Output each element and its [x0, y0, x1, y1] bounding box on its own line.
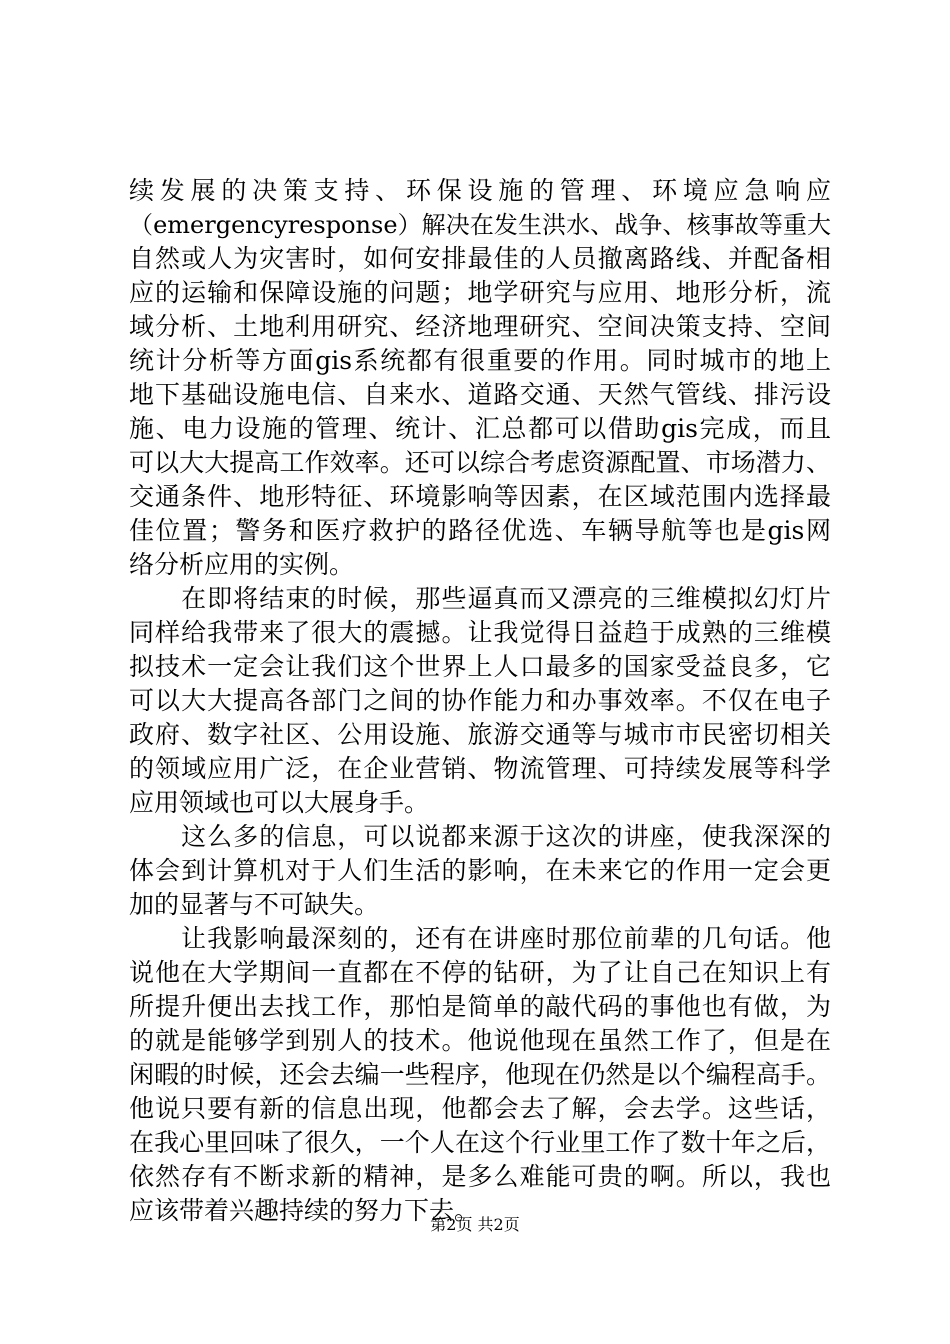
text-line: 应的运输和保障设施的问题；地学研究与应用、地形分析，流 [129, 278, 831, 307]
text-line: 域分析、土地利用研究、经济地理研究、空间决策支持、空间 [129, 312, 831, 341]
text-line: 让我影响最深刻的，还有在讲座时那位前辈的几句话。他 [129, 924, 831, 953]
text-line: 的就是能够学到别人的技术。他说他现在虽然工作了，但是在 [129, 1026, 831, 1055]
text-line: 拟技术一定会让我们这个世界上人口最多的国家受益良多，它 [129, 652, 831, 681]
text-line: 同样给我带来了很大的震撼。让我觉得日益趋于成熟的三维模 [129, 618, 831, 647]
text-line: 这么多的信息，可以说都来源于这次的讲座，使我深深的 [129, 822, 831, 851]
text-line: 闲暇的时候，还会去编一些程序，他现在仍然是以个编程高手。 [129, 1060, 831, 1089]
text-line: 续发展的决策支持、环保设施的管理、环境应急响应 [129, 176, 831, 205]
text-line: 政府、数字社区、公用设施、旅游交通等与城市市民密切相关 [129, 720, 831, 749]
text-line: 的领域应用广泛，在企业营销、物流管理、可持续发展等科学 [129, 754, 831, 783]
text-line: 说他在大学期间一直都在不停的钻研，为了让自己在知识上有 [129, 958, 831, 987]
text-line: 应该带着兴趣持续的努力下去。 [129, 1196, 480, 1225]
text-line: 应用领域也可以大展身手。 [129, 788, 430, 817]
text-line: 统计分析等方面gis系统都有很重要的作用。同时城市的地上 [129, 346, 831, 375]
page-footer: 第2页 共2页 [430, 1215, 520, 1234]
text-line: 交通条件、地形特征、环境影响等因素，在区域范围内选择最 [129, 482, 831, 511]
text-line: 络分析应用的实例。 [129, 550, 355, 579]
document-body [129, 174, 831, 1228]
text-line: 在即将结束的时候，那些逼真而又漂亮的三维模拟幻灯片 [129, 584, 831, 613]
text-line: 佳位置；警务和医疗救护的路径优选、车辆导航等也是gis网 [129, 516, 831, 545]
text-line: 所提升便出去找工作，那怕是简单的敲代码的事他也有做，为 [129, 992, 831, 1021]
text-line: 依然存有不断求新的精神，是多么难能可贵的啊。所以，我也 [129, 1162, 831, 1191]
text-line: 自然或人为灾害时，如何安排最佳的人员撤离路线、并配备相 [129, 244, 831, 273]
text-line: 可以大大提高工作效率。还可以综合考虑资源配置、市场潜力、 [129, 448, 831, 477]
text-line: 体会到计算机对于人们生活的影响，在未来它的作用一定会更 [129, 856, 831, 885]
text-line: 在我心里回味了很久，一个人在这个行业里工作了数十年之后， [129, 1128, 831, 1157]
text-line: 加的显著与不可缺失。 [129, 890, 380, 919]
text-line: 地下基础设施电信、自来水、道路交通、天然气管线、排污设 [129, 380, 831, 409]
text-line: 他说只要有新的信息出现，他都会去了解，会去学。这些话， [129, 1094, 831, 1123]
text-line: 施、电力设施的管理、统计、汇总都可以借助gis完成，而且 [129, 414, 831, 443]
text-line: 可以大大提高各部门之间的协作能力和办事效率。不仅在电子 [129, 686, 831, 715]
text-line: （emergencyresponse）解决在发生洪水、战争、核事故等重大 [129, 211, 831, 239]
